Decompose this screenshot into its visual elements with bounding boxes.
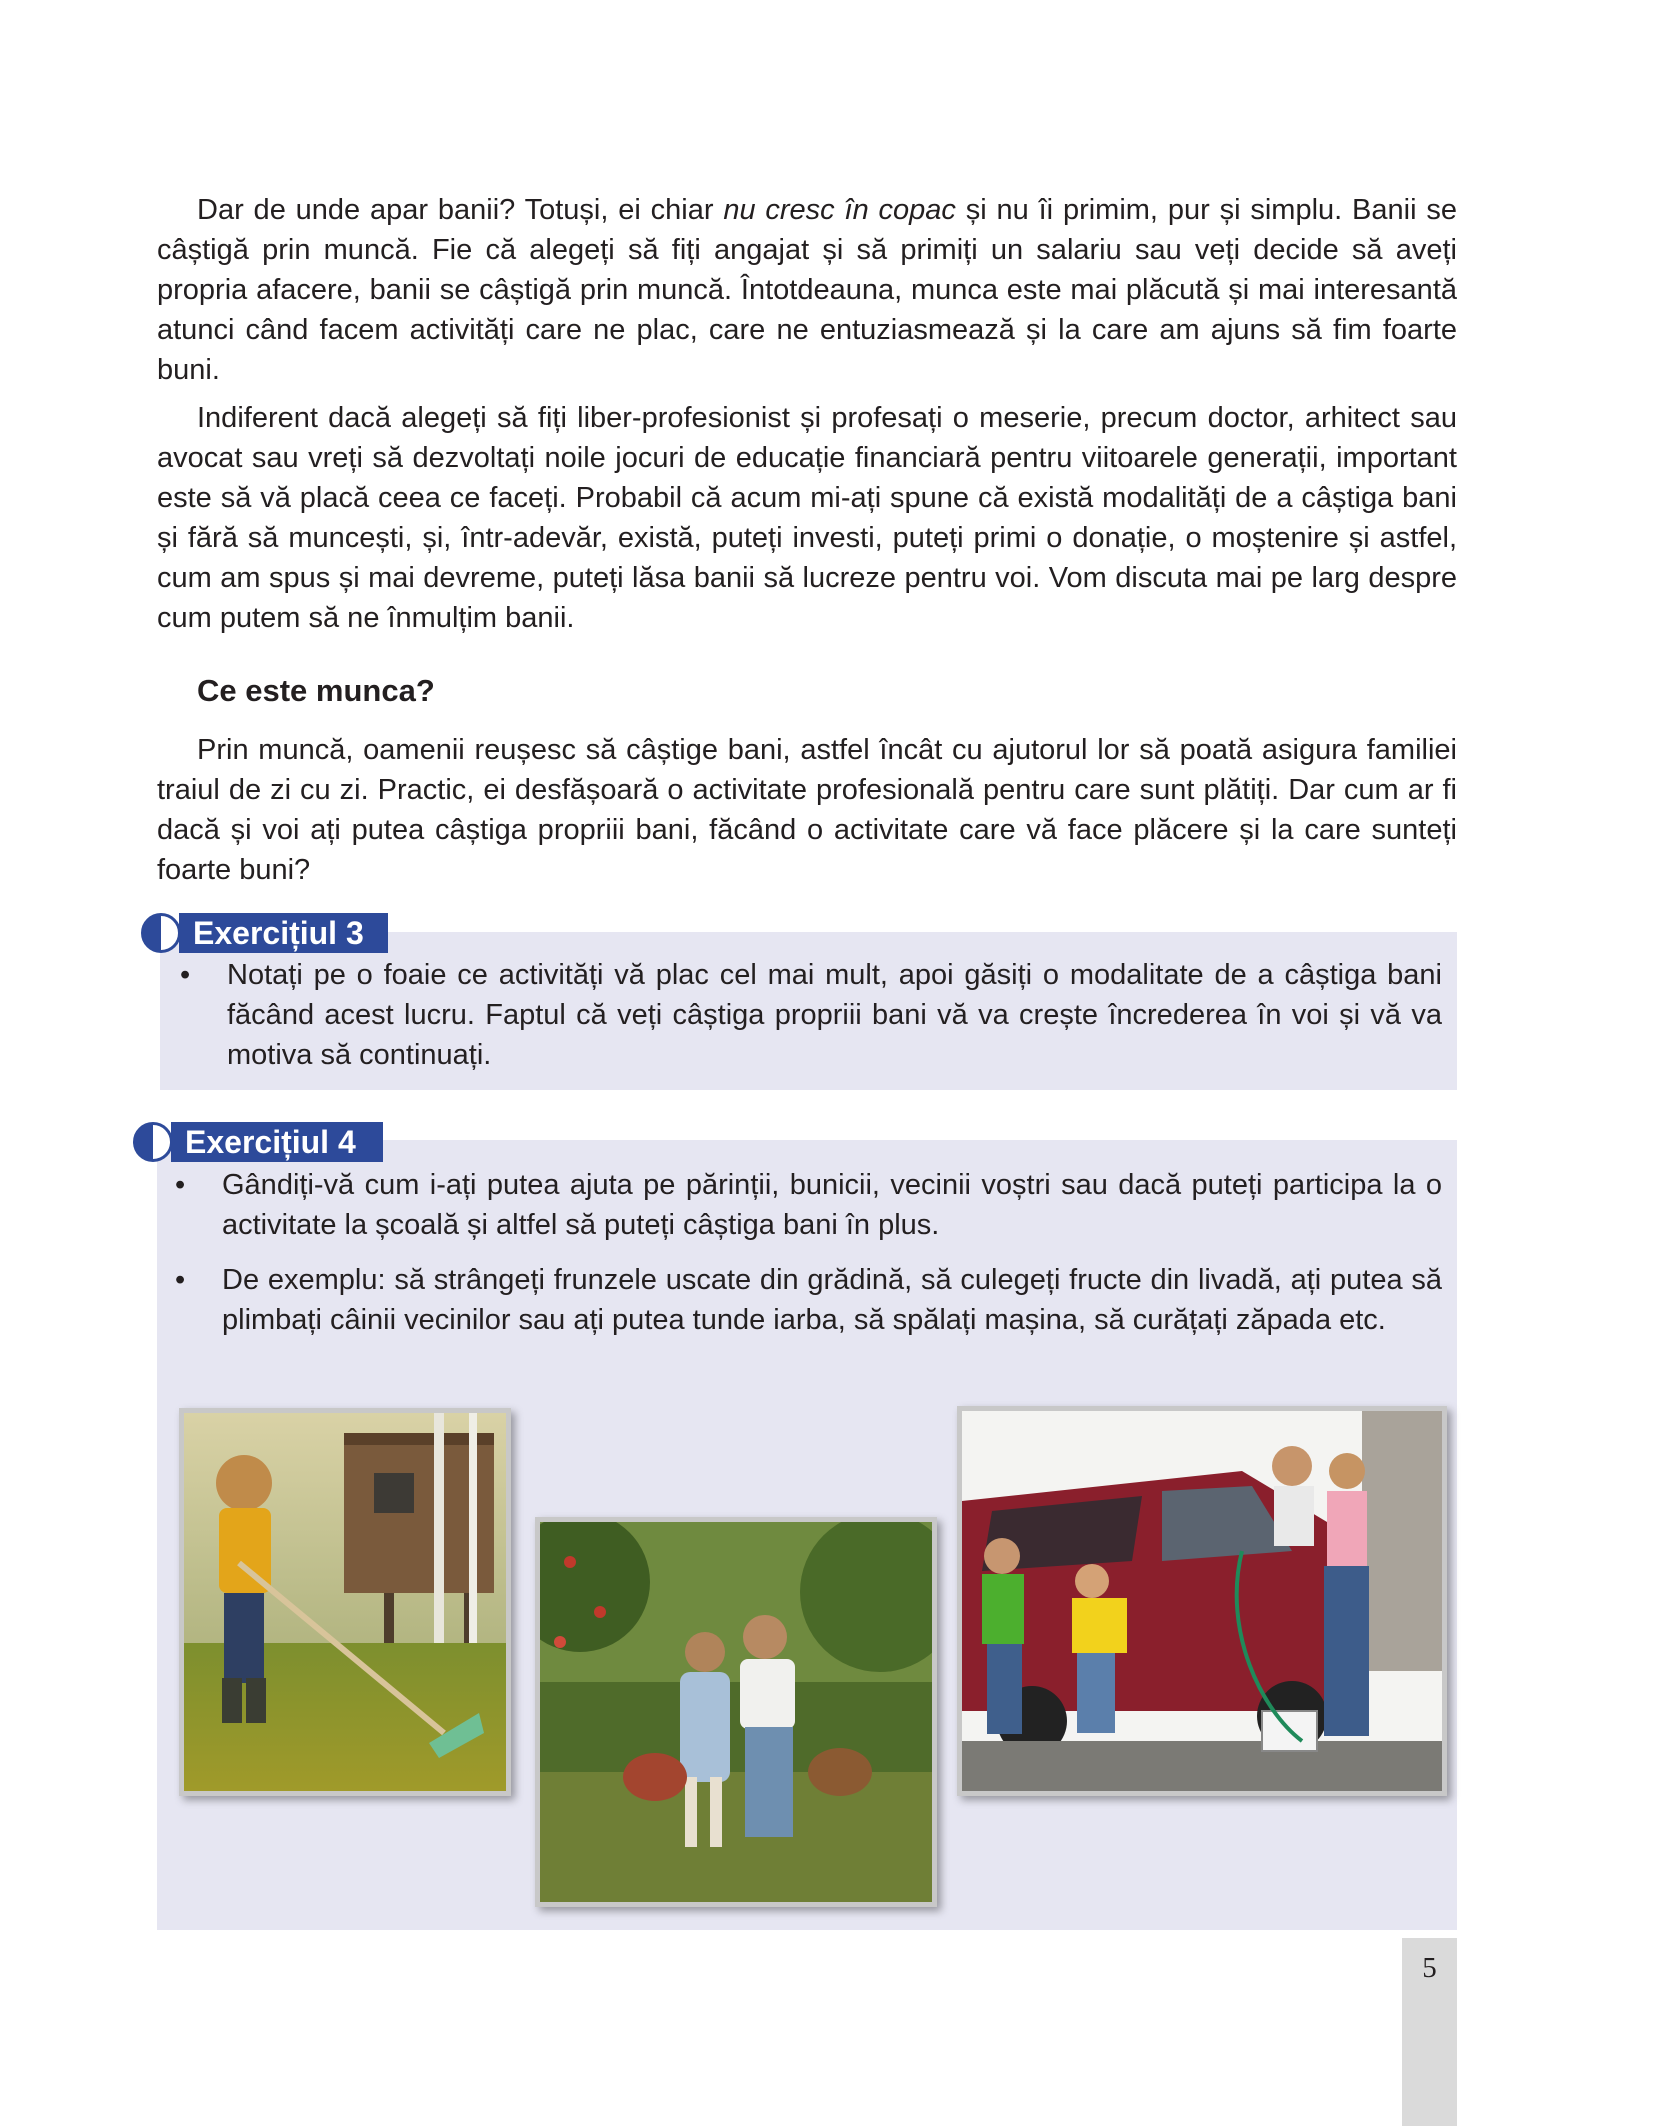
list-item: • Notați pe o foaie ce activități vă plac cel mai mult, apoi găsiți o modalitate de a câștiga bani făcând acest lucru. Faptul că veți câștiga propriii bani vă va crește încrederea în voi și vă va motiva să continuați. — [165, 955, 1442, 1075]
exercise-4-title: Exercițiul 4 — [171, 1122, 383, 1162]
italic-phrase: nu cresc în copac — [723, 194, 956, 226]
list-item: • Gândiți-vă cum i-ați putea ajuta pe părinții, bunicii, vecinii voștri sau dacă puteți participa la o activitate la școală și altfel să puteți câștiga bani în plus. — [160, 1165, 1442, 1245]
intro-paragraph-1: Dar de unde apar banii? Totuși, ei chiar nu cresc în copac și nu îi primim, pur și simplu. Banii se câștigă prin muncă. Fie că alegeți să fiți angajat și să primiți un salariu sau veți decide să aveți propria afacere, banii se câștigă prin muncă. Întotdeauna, munca este mai plăcută și mai interesantă atunci când facem activități care ne plac, care ne entuziasmează și la care am ajuns să fim foarte buni. — [157, 194, 1457, 386]
photo-girl-raking-leaves — [179, 1408, 511, 1796]
exercise-3-circle-icon — [141, 913, 181, 953]
exercise-3-list — [165, 955, 1442, 1090]
photo-family-washing-car — [957, 1406, 1447, 1796]
section-text — [157, 730, 1457, 898]
list-item: • De exemplu: să strângeți frunzele uscate din grădină, să culegeți fructe din livadă, ați putea să plimbați câinii vecinilor sau ați putea tunde iarba, să spălați mașina, să curățați zăpada etc. — [160, 1260, 1442, 1340]
intro-text — [157, 190, 1457, 646]
photo-kids-with-baskets — [535, 1517, 937, 1907]
page-number: 5 — [1422, 1952, 1437, 1984]
intro-paragraph-2: Indiferent dacă alegeți să fiți liber-profesionist și profesați o meserie, precum doctor, arhitect sau avocat sau vreți să dezvoltați noile jocuri de educație financiară pentru viitoarele generații, important este să vă placă ceea ce faceți. Probabil că acum mi-ați spune că există modalități de a câștiga bani și fără să muncești, și, într-adevăr, există, puteți investi, puteți primi o donație, o moștenire și astfel, cum am spus și mai devreme, puteți lăsa banii să lucreze pentru voi. Vom discuta mai pe larg despre cum putem să ne înmulțim banii. — [157, 402, 1457, 634]
section-paragraph: Prin muncă, oamenii reușesc să câștige bani, astfel încât cu ajutorul lor să poată asigura familiei traiul de zi cu zi. Practic, ei desfășoară o activitate profesională pentru care sunt plătiți. Dar cum ar fi dacă și voi ați putea câștiga propriii bani, făcând o activitate care vă face plăcere și la care sunteți foarte buni? — [157, 734, 1457, 886]
exercise-4-circle-icon — [133, 1122, 173, 1162]
exercise-3-title: Exercițiul 3 — [179, 913, 388, 953]
section-heading: Ce este munca? — [197, 673, 435, 708]
exercise-4-list — [160, 1165, 1442, 1355]
